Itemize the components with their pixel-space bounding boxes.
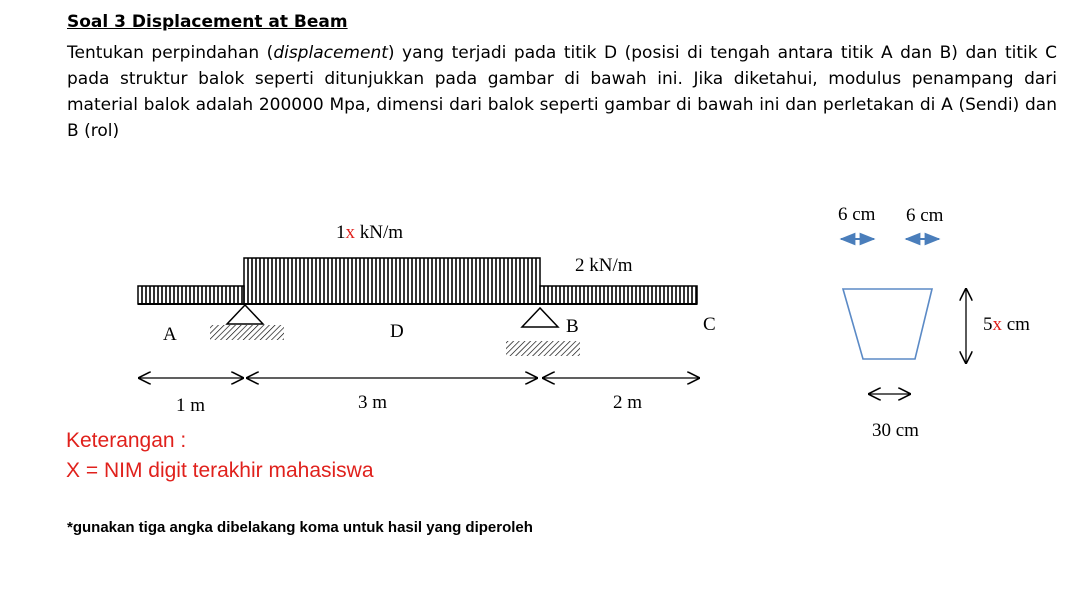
point-label-d: D — [390, 321, 404, 342]
section-bottom-width-label: 30 cm — [872, 420, 919, 441]
span-label-2m: 2 m — [613, 392, 643, 413]
point-label-a: A — [163, 324, 177, 345]
problem-statement: Tentukan perpindahan (displacement) yang terjadi pada titik D (posisi di tengah antara titik A dan B) dan titik C pada struktur balok seperti ditunjukkan pada gambar di bawah ini. Jika diketahui, modulus penampang dari material balok adalah 200000 Mpa, dimensi dari balok seperti gambar di bawah ini dan perletakan di A (Sendi) dan B (rol) — [67, 43, 1057, 141]
section-top-right-width: 6 cm — [906, 205, 944, 226]
distributed-load-left-low — [138, 286, 244, 304]
point-label-c: C — [703, 314, 716, 335]
point-label-b: B — [566, 316, 579, 337]
load-label-right: 2 kN/m — [575, 255, 633, 276]
notes-definition: X = NIM digit terakhir mahasiswa — [66, 459, 374, 482]
notes-heading: Keterangan : — [66, 429, 187, 452]
footnote: *gunakan tiga angka dibelakang koma untuk hasil yang diperoleh — [67, 519, 533, 536]
italic-term: displacement — [273, 43, 388, 63]
load-label-left: 1x kN/m — [336, 222, 404, 243]
trapezoid-section — [843, 289, 932, 359]
span-label-3m: 3 m — [358, 392, 388, 413]
distributed-load-right-low — [540, 286, 697, 304]
section-top-left-width: 6 cm — [838, 204, 876, 225]
section-height-label: 5x cm — [983, 314, 1030, 335]
distributed-load-high — [244, 258, 540, 304]
span-label-1m: 1 m — [176, 395, 206, 416]
pin-support-a — [210, 305, 284, 340]
cross-section — [838, 204, 1030, 441]
page-title: Soal 3 Displacement at Beam — [67, 12, 348, 32]
